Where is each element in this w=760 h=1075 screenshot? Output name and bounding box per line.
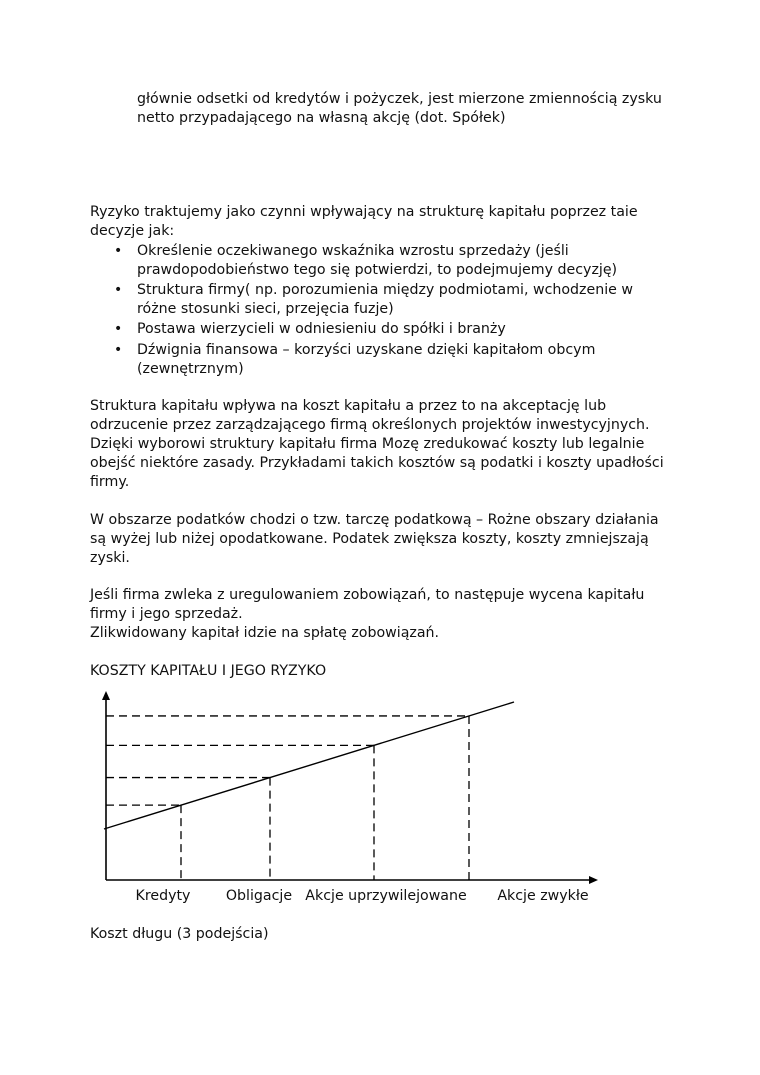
list-item-text: prawdopodobieństwo tego się potwierdzi, to podejmujemy decyzję) bbox=[137, 262, 618, 278]
text-line: są wyżej lub niżej opodatkowane. Podatek zwiększa koszty, koszty zmniejszają bbox=[90, 531, 649, 547]
list-item-text: Postawa wierzycieli w odniesieniu do spółki i branży bbox=[137, 321, 506, 337]
x-axis-arrow-icon bbox=[589, 876, 598, 884]
bullet-icon: • bbox=[114, 342, 123, 358]
bullet-icon: • bbox=[114, 321, 123, 337]
text-line: zyski. bbox=[90, 550, 130, 566]
text-line: głównie odsetki od kredytów i pożyczek, jest mierzone zmiennością zysku bbox=[137, 91, 662, 107]
list-item-text: Dźwignia finansowa – korzyści uzyskane dzięki kapitałom obcym bbox=[137, 342, 596, 358]
text-line: Ryzyko traktujemy jako czynni wpływający na strukturę kapitału poprzez taie bbox=[90, 204, 638, 220]
bullet-icon: • bbox=[114, 282, 123, 298]
text-line: obejść niektóre zasady. Przykładami takich kosztów są podatki i koszty upadłości bbox=[90, 455, 664, 471]
text-line: Struktura kapitału wpływa na koszt kapitału a przez to na akceptację lub bbox=[90, 398, 607, 414]
bullet-icon: • bbox=[114, 243, 123, 259]
text-line: firmy i jego sprzedaż. bbox=[90, 606, 243, 622]
footer-heading: Koszt długu (3 podejścia) bbox=[90, 926, 269, 942]
x-tick-label: Obligacje bbox=[225, 888, 293, 904]
x-tick-label: Akcje uprzywilejowane bbox=[305, 888, 467, 904]
list-item-text: (zewnętrznym) bbox=[137, 361, 244, 377]
text-line: decyzje jak: bbox=[90, 223, 175, 239]
text-line: netto przypadającego na własną akcję (dot. Spółek) bbox=[137, 110, 506, 126]
chart-title: KOSZTY KAPITAŁU I JEGO RYZYKO bbox=[90, 663, 327, 679]
text-line: odrzucenie przez zarządzającego firmą określonych projektów inwestycyjnych. bbox=[90, 417, 650, 433]
cost-of-capital-chart bbox=[90, 688, 610, 913]
list-item-text: różne stosunki sieci, przejęcia fuzje) bbox=[137, 301, 394, 317]
list-item-text: Struktura firmy( np. porozumienia między podmiotami, wchodzenie w bbox=[137, 282, 634, 298]
cost-line bbox=[104, 702, 514, 829]
text-line: Zlikwidowany kapitał idzie na spłatę zobowiązań. bbox=[90, 625, 440, 641]
x-tick-label: Akcje zwykłe bbox=[497, 888, 589, 904]
text-line: Jeśli firma zwleka z uregulowaniem zobowiązań, to następuje wycena kapitału bbox=[90, 587, 645, 603]
text-line: firmy. bbox=[90, 474, 130, 490]
x-tick-label: Kredyty bbox=[135, 888, 191, 904]
list-item-text: Określenie oczekiwanego wskaźnika wzrostu sprzedaży (jeśli bbox=[137, 243, 569, 259]
y-axis-arrow-icon bbox=[102, 691, 110, 700]
text-line: W obszarze podatków chodzi o tzw. tarczę podatkową – Rożne obszary działania bbox=[90, 512, 659, 528]
text-line: Dzięki wyborowi struktury kapitału firma Mozę zredukować koszty lub legalnie bbox=[90, 436, 645, 452]
